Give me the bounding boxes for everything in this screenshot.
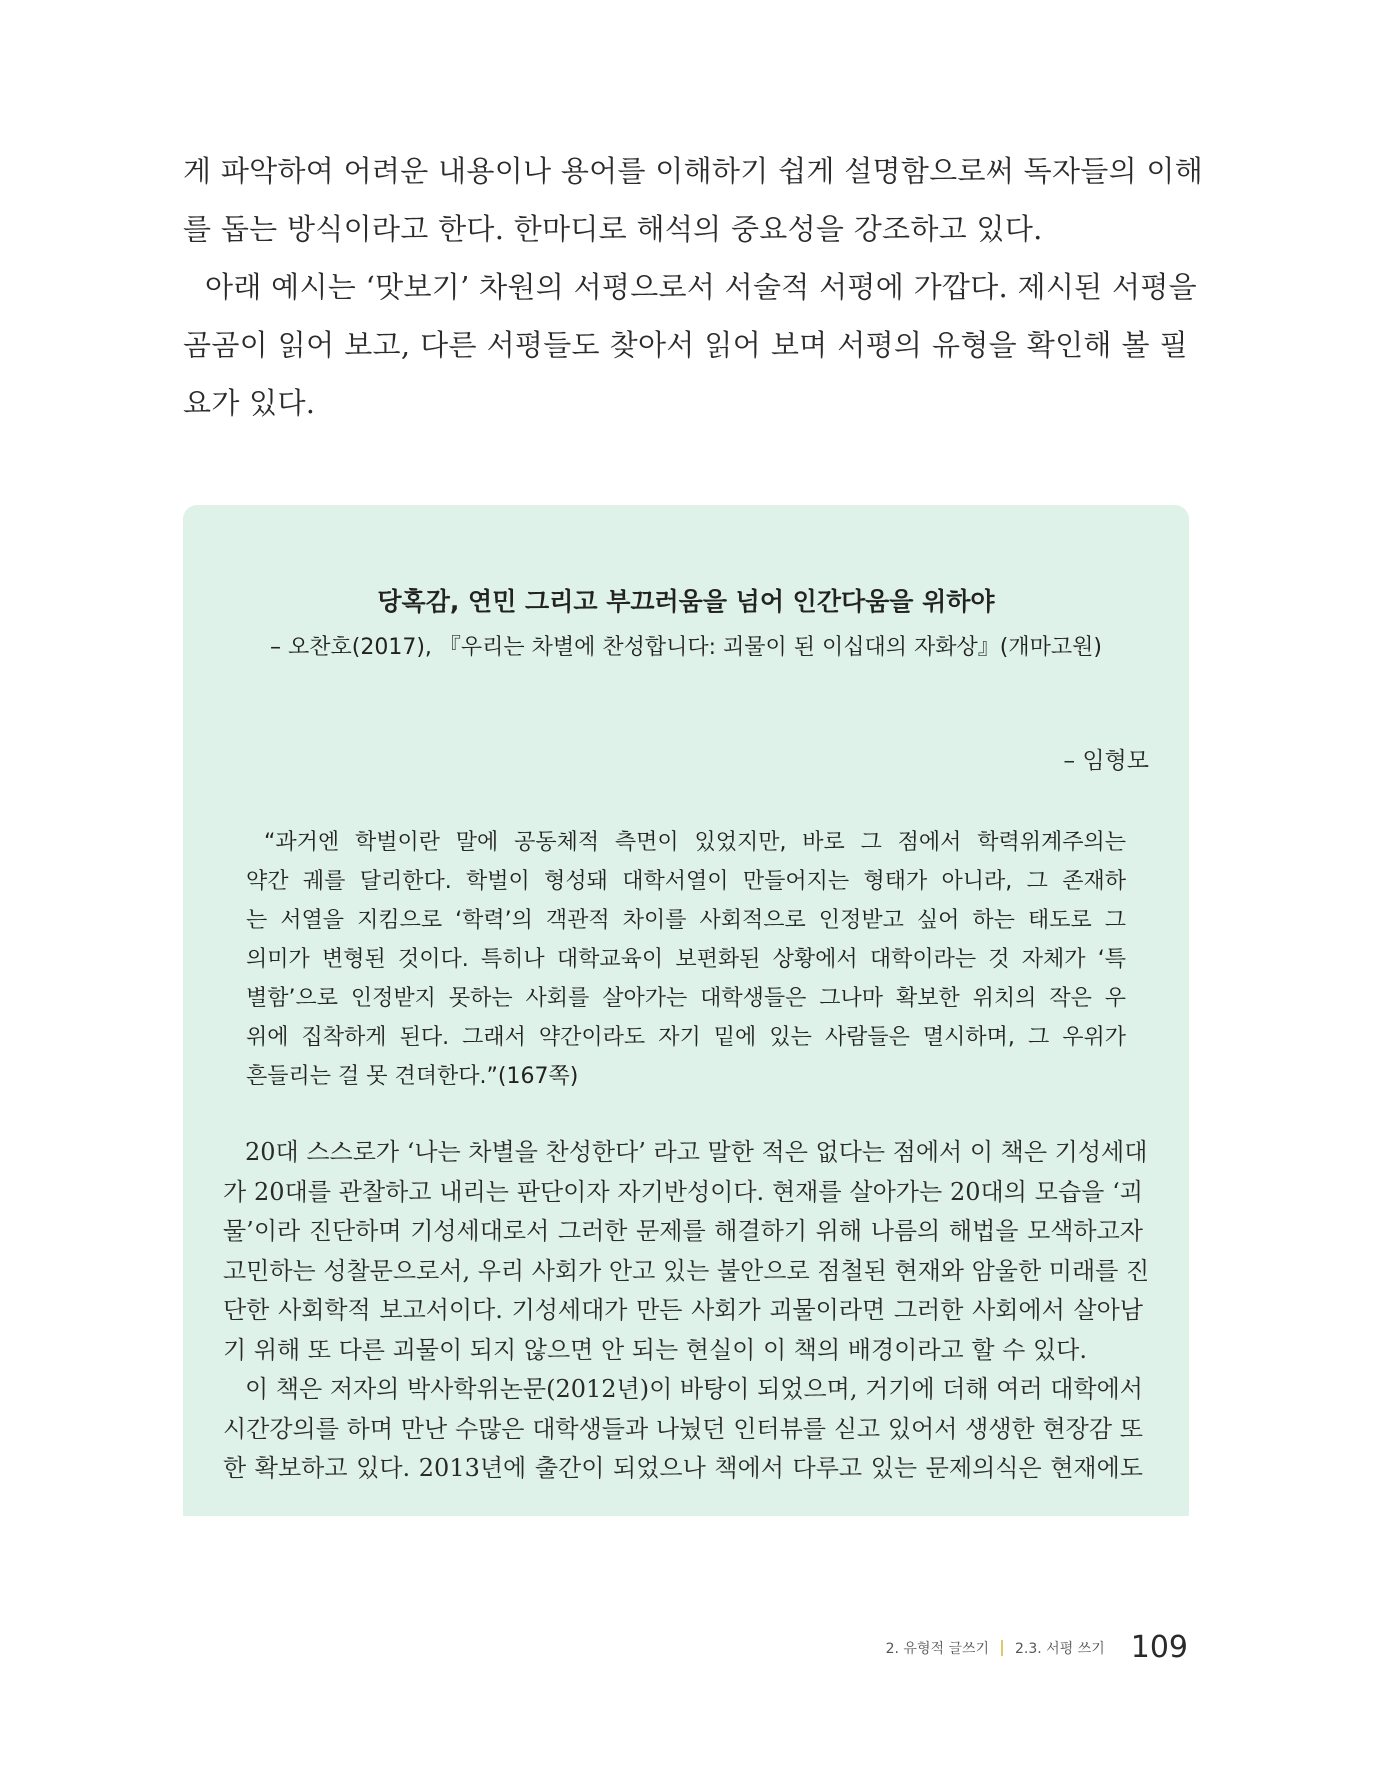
footer-section: 2.3. 서평 쓰기: [1015, 1640, 1105, 1657]
page-number: 109: [1130, 1630, 1188, 1665]
review-source: – 오찬호(2017), 『우리는 차별에 찬성합니다: 괴물이 된 이십대의 자화상』(개마고원): [270, 635, 1102, 660]
body-line: 이 책은 저자의 박사학위논문(2012년)이 바탕이 되었으며, 거기에 더해 여러 대학에서: [245, 1375, 1143, 1403]
body-line: 고민하는 성찰문으로서, 우리 사회가 안고 있는 불안으로 점철된 현재와 암울한 미래를 진: [223, 1256, 1150, 1285]
review-body: [223, 1133, 1150, 1489]
body-line: 시간강의를 하며 만난 수많은 대학생들과 나눴던 인터뷰를 싣고 있어서 생생한 현장감 또: [223, 1414, 1143, 1443]
quote-line: “과거엔 학벌이란 말에 공동체적 측면이 있었지만, 바로 그 점에서 학력위계주의는: [264, 830, 1126, 855]
intro-line: 게 파악하여 어려운 내용이나 용어를 이해하기 쉽게 설명함으로써 독자들의 이해: [183, 154, 1204, 188]
quote-line: 별함’으로 인정받지 못하는 사회를 살아가는 대학생들은 그나마 확보한 위치의 작은 우: [246, 986, 1126, 1011]
quote-line: 는 서열을 지킴으로 ‘학력’의 객관적 차이를 사회적으로 인정받고 싶어 하는 태도로 그: [246, 908, 1126, 933]
body-line: 한 확보하고 있다. 2013년에 출간이 되었으나 책에서 다루고 있는 문제의식은 현재에도: [223, 1454, 1143, 1482]
intro-line: 곰곰이 읽어 보고, 다른 서평들도 찾아서 읽어 보며 서평의 유형을 확인해 볼 필: [183, 328, 1188, 362]
review-author: – 임형모: [1063, 748, 1149, 774]
body-line: 물’이라 진단하며 기성세대로서 그러한 문제를 해결하기 위해 나름의 해법을 모색하고자: [223, 1217, 1143, 1245]
intro-line: 요가 있다.: [183, 386, 316, 420]
body-line: 가 20대를 관찰하고 내리는 판단이자 자기반성이다. 현재를 살아가는 20대의 모습을 ‘괴: [223, 1177, 1143, 1206]
quote-line: 흔들리는 걸 못 견뎌한다.”(167쪽): [246, 1064, 579, 1089]
intro-line: 를 돕는 방식이라고 한다. 한마디로 해석의 중요성을 강조하고 있다.: [183, 212, 1043, 246]
quote-line: 위에 집착하게 된다. 그래서 약간이라도 자기 밑에 있는 사람들은 멸시하며, 그 우위가: [246, 1025, 1126, 1050]
footer-separator: [1001, 1640, 1003, 1656]
intro-line: 아래 예시는 ‘맛보기’ 차원의 서평으로서 서술적 서평에 가깝다. 제시된 서평을: [205, 270, 1197, 304]
review-quote: [246, 823, 1126, 1096]
quote-line: 약간 궤를 달리한다. 학벌이 형성돼 대학서열이 만들어지는 형태가 아니라, 그 존재하: [246, 869, 1126, 894]
intro-paragraph: [183, 142, 1204, 432]
body-line: 20대 스스로가 ‘나는 차별을 찬성한다’ 라고 말한 적은 없다는 점에서 이 책은 기성세대: [245, 1138, 1148, 1166]
page-footer: [886, 1630, 1188, 1665]
review-title: 당혹감, 연민 그리고 부끄러움을 넘어 인간다움을 위하야: [377, 587, 995, 616]
quote-line: 의미가 변형된 것이다. 특히나 대학교육이 보편화된 상황에서 대학이라는 것 자체가 ‘특: [246, 947, 1126, 972]
footer-chapter: 2. 유형적 글쓰기: [885, 1640, 990, 1657]
body-line: 기 위해 또 다른 괴물이 되지 않으면 안 되는 현실이 이 책의 배경이라고 할 수 있다.: [223, 1335, 1087, 1364]
body-line: 단한 사회학적 보고서이다. 기성세대가 만든 사회가 괴물이라면 그러한 사회에서 살아남: [223, 1296, 1143, 1324]
review-example-box: [183, 505, 1189, 1516]
